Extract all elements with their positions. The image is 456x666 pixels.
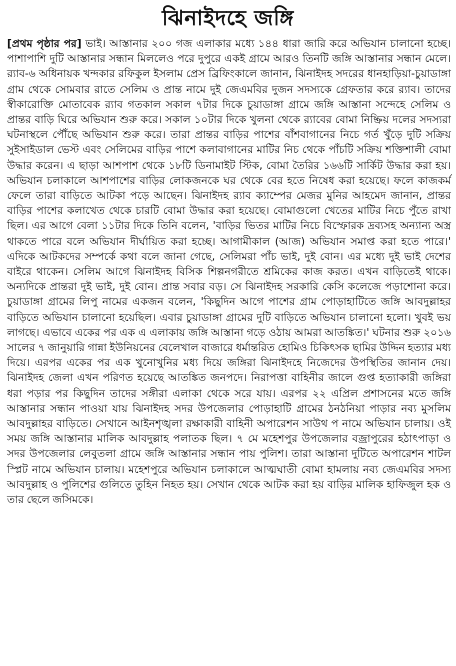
- continuation-label: [প্রথম পৃষ্ঠার পর]: [7, 38, 82, 50]
- article-headline: ঝিনাইদহে জঙ্গি: [162, 6, 294, 30]
- article-paragraph: [7, 37, 451, 508]
- article-body-text: ভাই। আস্তানার ২০০ গজ এলাকার মধ্যে ১৪৪ ধারা জারি করে অভিযান চালানো হচ্ছে। পাশাপাশি দুটি আস্তানার সন্ধান মিললেও পরে দুপুরে একই গ্রামে আরও তিনটি জঙ্গি আস্তানার সন্ধান মেলে। র‌্যাব-৬ অধিনায়ক খন্দকার রফিকুল ইসলাম প্রেস ব্রিফিংকালে জানান, ঝিনাইদহ সদরের ধানহাড়িয়া-চুয়াডাঙ্গা গ্রাম থেকে সোমবার রাতে সেলিম ও প্রান্ত নামে দুই জেএমবির দুজন সদস্যকে গ্রেফতার করে র‌্যাব। তাদের স্বীকারোক্তি মোতাবেক র‌্যাব গতকাল সকাল ৭টার দিকে চুয়াডাঙ্গা গ্রামে জঙ্গি আস্তানা সন্দেহে সেলিম ও প্রান্তর বাড়ি ঘিরে অভিযান শুরু করে। সকাল ১০টার দিকে খুলনা থেকে র‌্যাবের বোমা নিষ্ক্রিয় দলের সদস্যরা ঘটনাস্থলে পৌঁছে অভিযান শুরু করে। তারা প্রান্তর বাড়ির পাশের বাঁশবাগানের নিচে গর্ত খুঁড়ে দুটি সক্রিয় সুইসাইডাল ভেস্ট এবং সেলিমের বাড়ির পাশে কলাবাগানের মাটির নিচ থেকে পাঁচটি সক্রিয় শক্তিশালী বোমা উদ্ধার করেন। এ ছাড়া আশপাশ থেকে ১৮টি ডিনামাইট স্টিক, বোমা তৈরির ১৬৬টি সার্কিট উদ্ধার করা হয়। অভিযান চলাকালে আশপাশের বাড়ির লোকজনকে ঘর থেকে বের হতে নিষেধ করা হয়েছে। ফলে কাজকর্ম ফেলে তারা বাড়িতে আটকা পড়ে আছেন। ঝিনাইদহ র‌্যাব ক্যাম্পের মেজর মুনির আহমেদ জানান, প্রান্তর বাড়ির পাশের কলাখেত থেকে চারটি বোমা উদ্ধার করা হয়েছে। বোমাগুলো খেতের মাটির নিচে পুঁতে রাখা ছিল। এর আগে বেলা ১১টার দিকে তিনি বলেন, 'বাড়ির ভিতর মাটির নিচে বিস্ফোরক দ্রব্যসহ অন্যান্য অস্ত্র থাকতে পারে বলে অভিযান দীর্ঘায়িত করা হচ্ছে। আগামীকাল (আজ) অভিযান সমাপ্ত করা হতে পারে।' এদিকে আটকদের সম্পর্কে কথা বলে জানা গেছে, সেলিমরা পাঁচ ভাই, দুই বোন। এর মধ্যে দুই ভাই দেশের বাইরে থাকেন। সেলিম আগে ঝিনাইদহ বিসিক শিল্পনগরীতে শ্রমিকের কাজ করত। এখন বাড়িতেই থাকে। অন্যদিকে প্রান্তরা দুই ভাই, দুই বোন। প্রান্ত সবার বড়। সে ঝিনাইদহ সরকারি কেসি কলেজে পড়াশোনা করে। চুয়াডাঙ্গা গ্রামের লিপু নামের একজন বলেন, 'কিছুদিন আগে পাশের গ্রাম পোড়াহাটিতে জঙ্গি আবদুল্লাহর বাড়িতে অভিযান চালানো হয়েছিল। এবার চুয়াডাঙ্গা গ্রামের দুটি বাড়িতে অভিযান চালানো হলো। খুবই ভয় লাগছে। এভাবে একের পর এক এ এলাকায় জঙ্গি আস্তানা গড়ে ওঠায় আমরা আতঙ্কিত।' ঘটনার শুরু ২০১৬ সালের ৭ জানুয়ারি গান্না ইউনিয়নের বেলেখাল বাজারে ধর্মান্তরিত হোমিও চিকিৎসক ছামির উদ্দিন হত্যার মধ্য দিয়ে। এরপর একের পর এক খুনোখুনির মধ্য দিয়ে জঙ্গিরা ঝিনাইদহে নিজেদের উপস্থিতির জানান দেয়। ঝিনাইদহ জেলা এখন পরিণত হয়েছে আতঙ্কিত জনপদে। নিরাপত্তা বাহিনীর জালে গুপ্ত হত্যাকারী জঙ্গিরা ধরা পড়ার পর কিছুদিন তাদের সঙ্গীরা এলাকা থেকে সরে যায়। এরপর ২২ এপ্রিল প্রশাসনের মতে জঙ্গি আস্তানার সন্ধান পাওয়া যায় ঝিনাইদহ সদর উপজেলার পোড়াহাটি গ্রামের ঠনঠনিয়া পাড়ার নব্য মুসলিম আবদুল্লাহর বাড়িতে। সেখানে আইনশৃঙ্খলা রক্ষাকারী বাহিনী অপারেশন সাউথ প নামে অভিযান চালায়। ওই সময় জঙ্গি আস্তানার মালিক আবদুল্লাহ পলাতক ছিল। ৭ মে মহেশপুর উপজেলার বজ্রাপুরের হঠাৎপাড়া ও সদর উপজেলার লেবুতলা গ্রামে জঙ্গি আস্তানার সন্ধান পায় পুলিশ। তারা আস্তানা দুটিতে অপারেশন শাটল স্প্লিট নামে অভিযান চালায়। মহেশপুরে অভিযান চলাকালে আত্মঘাতী বোমা হামলায় নব্য জেএমবির সদস্য আবদুল্লাহ ও পুলিশের গুলিতে তুহিন নিহত হয়। সেখান থেকে আটক করা হয় বাড়ির মালিক হাফিজুল হক ও তার ছেলে জসিমকে।: [7, 38, 451, 507]
- article-body: [7, 37, 451, 508]
